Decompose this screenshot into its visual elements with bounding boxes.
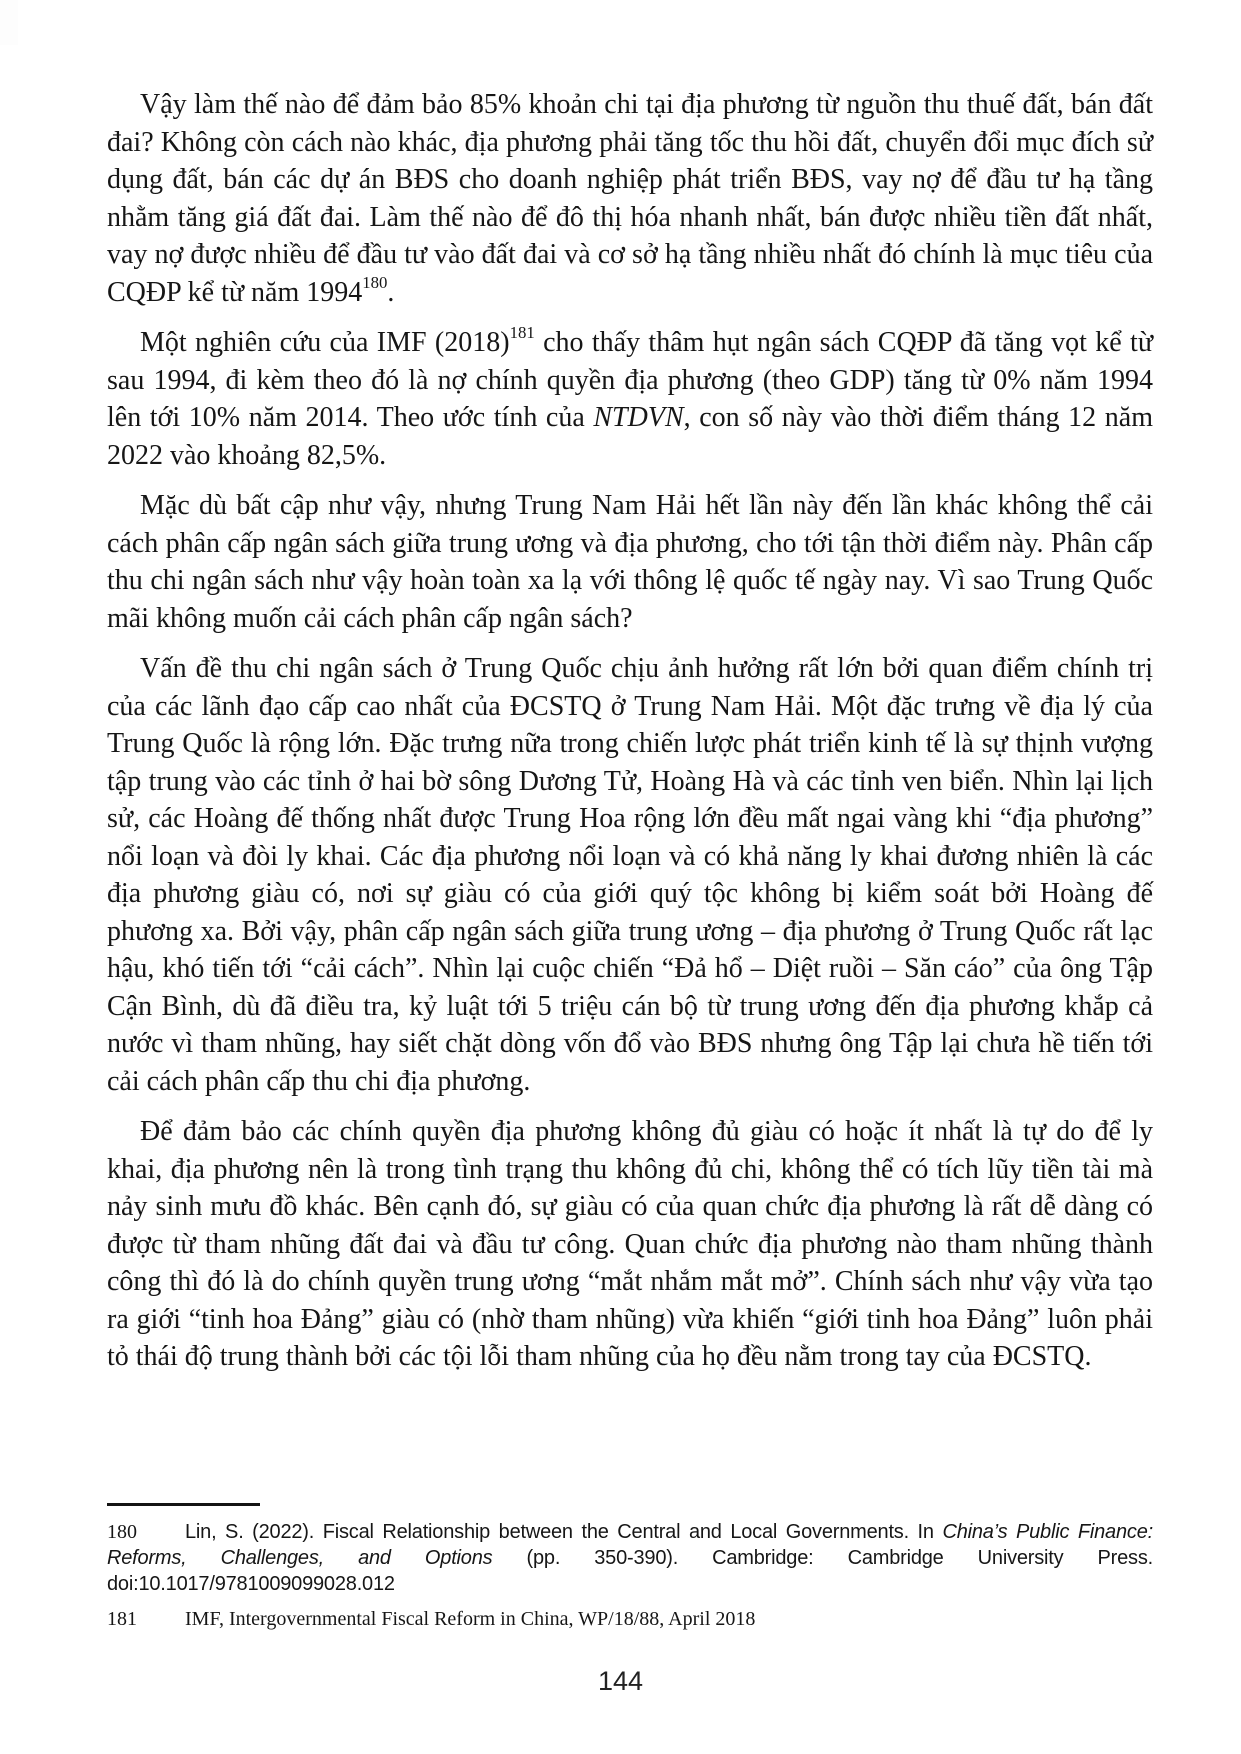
scan-artifact bbox=[0, 0, 18, 45]
body-paragraph-3: Mặc dù bất cập như vậy, nhưng Trung Nam Hải hết lần này đến lần khác không thể cải cách phân cấp ngân sách giữa trung ương và địa phương, cho tới tận thời điểm này. Phân cấp thu chi ngân sách như vậy hoàn toàn xa lạ với thông lệ quốc tế ngày nay. Vì sao Trung Quốc mãi không muốn cải cách phân cấp ngân sách? bbox=[107, 490, 1153, 634]
body-paragraph-2: Một nghiên cứu của IMF $(2018)^{181}$ cho thấy thâm hụt ngân sách CQĐP đã tăng vọt kể từ sau 1994, đi kèm theo đó là nợ chính quyền địa phương (theo GDP) tăng từ 0% năm 1994 lên tới 10% năm 2014. Theo ước tính của NTDVN, con số này vào thời điểm tháng 12 năm 2022 vào khoảng 82,5%. bbox=[107, 323, 1153, 471]
footnote-number: 181 bbox=[107, 1608, 137, 1630]
footnote-text: Lin, S. (2022). Fiscal Relationship between the Central and Local Governments. In China’s Public Finance: Reforms, Challenges, and Options (pp. 350-390). Cambridge: Cambridge University Press. doi:10.1017/9781009099028.012 bbox=[107, 1521, 1153, 1595]
footnote-text: IMF, Intergovernmental Fiscal Reform in China, WP/18/88, April 2018 bbox=[185, 1608, 756, 1630]
body-paragraph-4: Vấn đề thu chi ngân sách ở Trung Quốc chịu ảnh hưởng rất lớn bởi quan điểm chính trị của các lãnh đạo cấp cao nhất của ĐCSTQ ở Trung Nam Hải. Một đặc trưng về địa lý của Trung Quốc là rộng lớn. Đặc trưng nữa trong chiến lược phát triển kinh tế là sự thịnh vượng tập trung vào các tỉnh ở hai bờ sông Dương Tử, Hoàng Hà và các tỉnh ven biển. Nhìn lại lịch sử, các Hoàng đế thống nhất được Trung Hoa rộng lớn đều mất ngai vàng khi “địa phương” nổi loạn và đòi ly khai. Các địa phương nổi loạn và có khả năng ly khai đương nhiên là các địa phương giàu có, nơi sự giàu có của giới quý tộc không bị kiểm soát bởi Hoàng đế phương xa. Bởi vậy, phân cấp ngân sách giữa trung ương – địa phương ở Trung Quốc rất lạc hậu, khó tiến tới “cải cách”. Nhìn lại cuộc chiến “Đả hổ – Diệt ruồi – Săn cáo” của ông Tập Cận Bình, dù đã điều tra, kỷ luật tới 5 triệu cán bộ từ trung ương đến địa phương khắp cả nước vì tham nhũng, hay siết chặt dòng vốn đổ vào BĐS nhưng ông Tập lại chưa hề tiến tới cải cách phân cấp thu chi địa phương. bbox=[107, 653, 1153, 1097]
body-paragraph-1: Vậy làm thế nào để đảm bảo 85% khoản chi tại địa phương từ nguồn thu thuế đất, bán đất đai? Không còn cách nào khác, địa phương phải tăng tốc thu hồi đất, chuyển đổi mục đích sử dụng đất, bán các dự án BĐS cho doanh nghiệp phát triển BĐS, vay nợ để đầu tư hạ tầng nhằm tăng giá đất đai. Làm thế nào để đô thị hóa nhanh nhất, bán được nhiều tiền đất nhất, vay nợ được nhiều để đầu tư vào đất đai và cơ sở hạ tầng nhiều nhất đó chính là mục tiêu của CQĐP kể từ năm 1994$^{180}$. bbox=[107, 89, 1153, 308]
body-text bbox=[107, 86, 1153, 1389]
footnote-number: 180 bbox=[107, 1521, 137, 1543]
footnote-divider-rule bbox=[107, 1503, 260, 1506]
page-number: 144 bbox=[597, 1666, 644, 1696]
body-paragraph-5: Để đảm bảo các chính quyền địa phương không đủ giàu có hoặc ít nhất là tự do để ly khai, địa phương nên là trong tình trạng thu không đủ chi, không thể có tích lũy tiền tài mà nảy sinh mưu đồ khác. Bên cạnh đó, sự giàu có của quan chức địa phương là rất dễ dàng có được từ tham nhũng đất đai và đầu tư công. Quan chức địa phương nào tham nhũng thành công thì đó là do chính quyền trung ương “mắt nhắm mắt mở”. Chính sách như vậy vừa tạo ra giới “tinh hoa Đảng” giàu có (nhờ tham nhũng) vừa khiến “giới tinh hoa Đảng” luôn phải tỏ thái độ trung thành bởi các tội lỗi tham nhũng của họ đều nằm trong tay của ĐCSTQ. bbox=[107, 1116, 1153, 1372]
footnote-180 bbox=[107, 1519, 1153, 1597]
footnote-181 bbox=[107, 1606, 1153, 1632]
footnotes-section bbox=[107, 1503, 1153, 1641]
